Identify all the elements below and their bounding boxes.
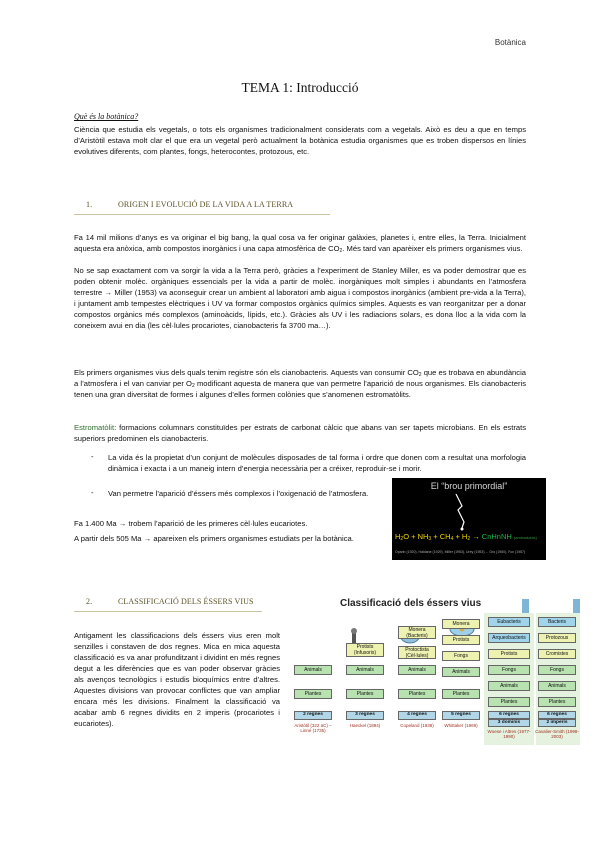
kingdom-box: Plantes	[538, 697, 576, 707]
kingdom-box: Animals	[538, 681, 576, 691]
author: Haeckel (1894)	[349, 723, 381, 728]
kingdom-box: Protists	[488, 649, 530, 659]
kingdom-box: Eubacteris	[488, 617, 530, 627]
kingdom-box: Monera (Bacteris)	[398, 626, 436, 639]
kingdom-box: Animals	[488, 681, 530, 691]
s1-paragraph-5: A partir dels 505 Ma → apareixen els primers organismes estudiats per la botànica.	[74, 534, 354, 543]
kingdom-box: Plantes	[346, 689, 384, 699]
kingdom-box: Protists (Infusoris)	[346, 643, 384, 657]
primordial-soup-image	[392, 478, 546, 560]
kingdom-box: Fongs	[538, 665, 576, 675]
kingdom-box: Protoctista (Cèl·lules)	[398, 646, 436, 659]
section2-heading	[86, 597, 254, 606]
kingdom-box: Cromistes	[538, 649, 576, 659]
header-subject: Botànica	[494, 38, 526, 47]
kingdom-box: Arqueobacteris	[488, 633, 530, 643]
bullet-mark: -	[91, 452, 94, 461]
kingdom-box: Monera	[442, 619, 480, 629]
kingdom-box: Animals	[294, 665, 332, 675]
kingdom-box: Protists	[442, 635, 480, 645]
section2-underline	[74, 611, 262, 612]
kingdom-count: 2 imperis	[538, 719, 576, 727]
kingdom-count: 4 regnes	[398, 711, 436, 720]
bullet-2: Van permetre l’aparició d’éssers més complexos i l’oxigenació de l’atmosfera.	[108, 489, 369, 498]
intro-question: Què és la botànica?	[74, 112, 139, 121]
kingdom-box: Protozous	[538, 633, 576, 643]
primordial-caption: Oparin (1920), Haldane (1929), Miller (1953), Urey (1953) ... Oró (1960), Fox (1957)	[395, 550, 526, 554]
s1-paragraph-4: Fa 1.400 Ma → trobem l’aparició de les primeres cèl·lules eucariotes.	[74, 519, 308, 528]
kingdom-count: 6 regnes	[488, 711, 530, 719]
kingdom-box: Bacteris	[538, 617, 576, 627]
section1-heading	[86, 200, 293, 209]
spark-icon	[392, 478, 546, 560]
kingdom-box: Plantes	[294, 689, 332, 699]
author: Aristòtil (322 aC) – Linné (1735)	[294, 723, 332, 733]
s2-paragraph: Antigament les classificacions dels éssers vius eren molt senzilles i constaven de dos regnes. Mica en mica aquesta classificació es va anar profunditzant i dividint en més regnes degut a les diferències que es van poder observar gràcies als avenços tecnològics i estudis bioquímics entre d’altres. Aquestes divisions van provocar conflictes que van ampliar encara més les divisions. Finalment la classificació va acabar amb 6 regnes dividits en 2 imperis (procariotes i eucariotes).	[74, 631, 280, 728]
bullet-mark: -	[91, 488, 94, 497]
kingdom-box: Plantes	[488, 697, 530, 707]
kingdom-count: 5 regnes	[442, 711, 480, 720]
kingdom-box: Plantes	[442, 689, 480, 699]
author: Whittaker (1969)	[444, 723, 478, 728]
column-tab	[522, 599, 529, 613]
stromatolit-term: Estromatòlit	[74, 423, 115, 432]
bullet-1: La vida és la propietat d’un conjunt de molècules disposades de tal forma i ordre que donen com a resultat una morfologia dinàmica i exacta i a un maneig intern d’energia necessària per a créixer, reproduir-se i morir.	[108, 453, 526, 473]
s1-paragraph-3: Els primers organismes vius dels quals tenim registre són els cianobacteris. Aquests van consumir $CO_2$ que es trobava en abundància a l’atmosfera i el van canviar per $O_2$ modificant aquesta de manera que van permetre l’aparició de nous organismes. Els cianobacteris tenen una gran diversitat de formes i algunes d’elles formen colònies que s’anomenen estromatòlits.	[74, 368, 526, 399]
classification-figure	[290, 593, 582, 753]
kingdom-count: 2 regnes	[294, 711, 332, 720]
section2-number: 2.	[86, 597, 93, 606]
s1-stromatolit: Estromatòlit: formacions columnars constituïdes per estrats de carbonat càlcic que abans van ser tapets microbians. En els estrats superiors predominen els cianobacteris.	[74, 423, 526, 443]
kingdom-box: Plantes	[398, 689, 436, 699]
section2-title: CLASSIFICACIÓ DELS ÉSSERS VIUS	[118, 597, 254, 606]
intro-text: Ciència que estudia els vegetals, o tots els organismes tradicionalment considerats com a vegetals. Això es deu a que en temps d’Aristòtil estava molt clar el que era un vegetal però actualment la botànica estudia organismes que es troben dispersos en línies evolutives diferents, com plantes, fongs, heterocontes, protozous, etc.	[74, 125, 526, 156]
section1-number: 1.	[86, 200, 93, 209]
primordial-soup-title: El “brou primordial”	[430, 481, 508, 491]
kingdom-box: Fongs	[442, 651, 480, 661]
kingdom-count: 3 dominis	[488, 719, 530, 727]
kingdom-count: 3 regnes	[346, 711, 384, 720]
primordial-equation: $H_2O + NH_3 + CH_4 + H_2$ → CnHnNH (aminoàcids)	[395, 532, 537, 542]
s1-paragraph-1: Fa 14 mil milions d’anys es va originar el big bang, la qual cosa va fer originar galàxies, planetes i, entre elles, la Terra. Inicialment aquesta era anòxica, amb compostos inorgànics i una capa atmosfèrica de $CO_2$. Més tard van aparèixer els primers organismes vius.	[74, 233, 526, 254]
kingdom-box: Animals	[398, 665, 436, 675]
kingdom-box: Fongs	[488, 665, 530, 675]
figure-title: Classificació dels éssers vius	[340, 598, 482, 609]
section1-title: ORIGEN I EVOLUCIÓ DE LA VIDA A LA TERRA	[118, 200, 294, 209]
s1-paragraph-2: No se sap exactament com va sorgir la vida a la Terra però, gràcies a l’experiment de Stanley Miller, es va poder demostrar que es poden obtenir molèc. orgàniques essencials per la vida a partir de molèc. inorgàniques molt simples i abundants en l’atmosfera terrestre → Miller (1953) va aconseguir crear un ambient al laboratori amb aigua i compostos inorgànics (ambient pre-vida a la Terra), i juntament amb tempestes elèctriques i UV va formar compostos orgànics químics simples. Aquests es van reorganitzar per a donar compostos orgànics més complexos (aminoàcids, lípids, etc.). Gràcies als UV i les radiacions solars, es dona lloc a la vida com la coneixem avui en dia (les cèl·lules procariotes, cianobacteris fa 3700 ma…).	[74, 266, 526, 330]
page-title: TEMA 1: Introducció	[241, 80, 359, 95]
kingdom-count: 6 regnes	[538, 711, 576, 719]
author: Cavalier-Smith (1998-2003)	[535, 729, 579, 739]
author: Copeland (1938)	[400, 723, 434, 728]
section1-underline	[74, 214, 330, 215]
kingdom-box: Animals	[442, 667, 480, 677]
column-tab	[573, 599, 580, 613]
kingdom-box: Animals	[346, 665, 384, 675]
author: Woese i Altres (1977-1990)	[487, 729, 531, 739]
